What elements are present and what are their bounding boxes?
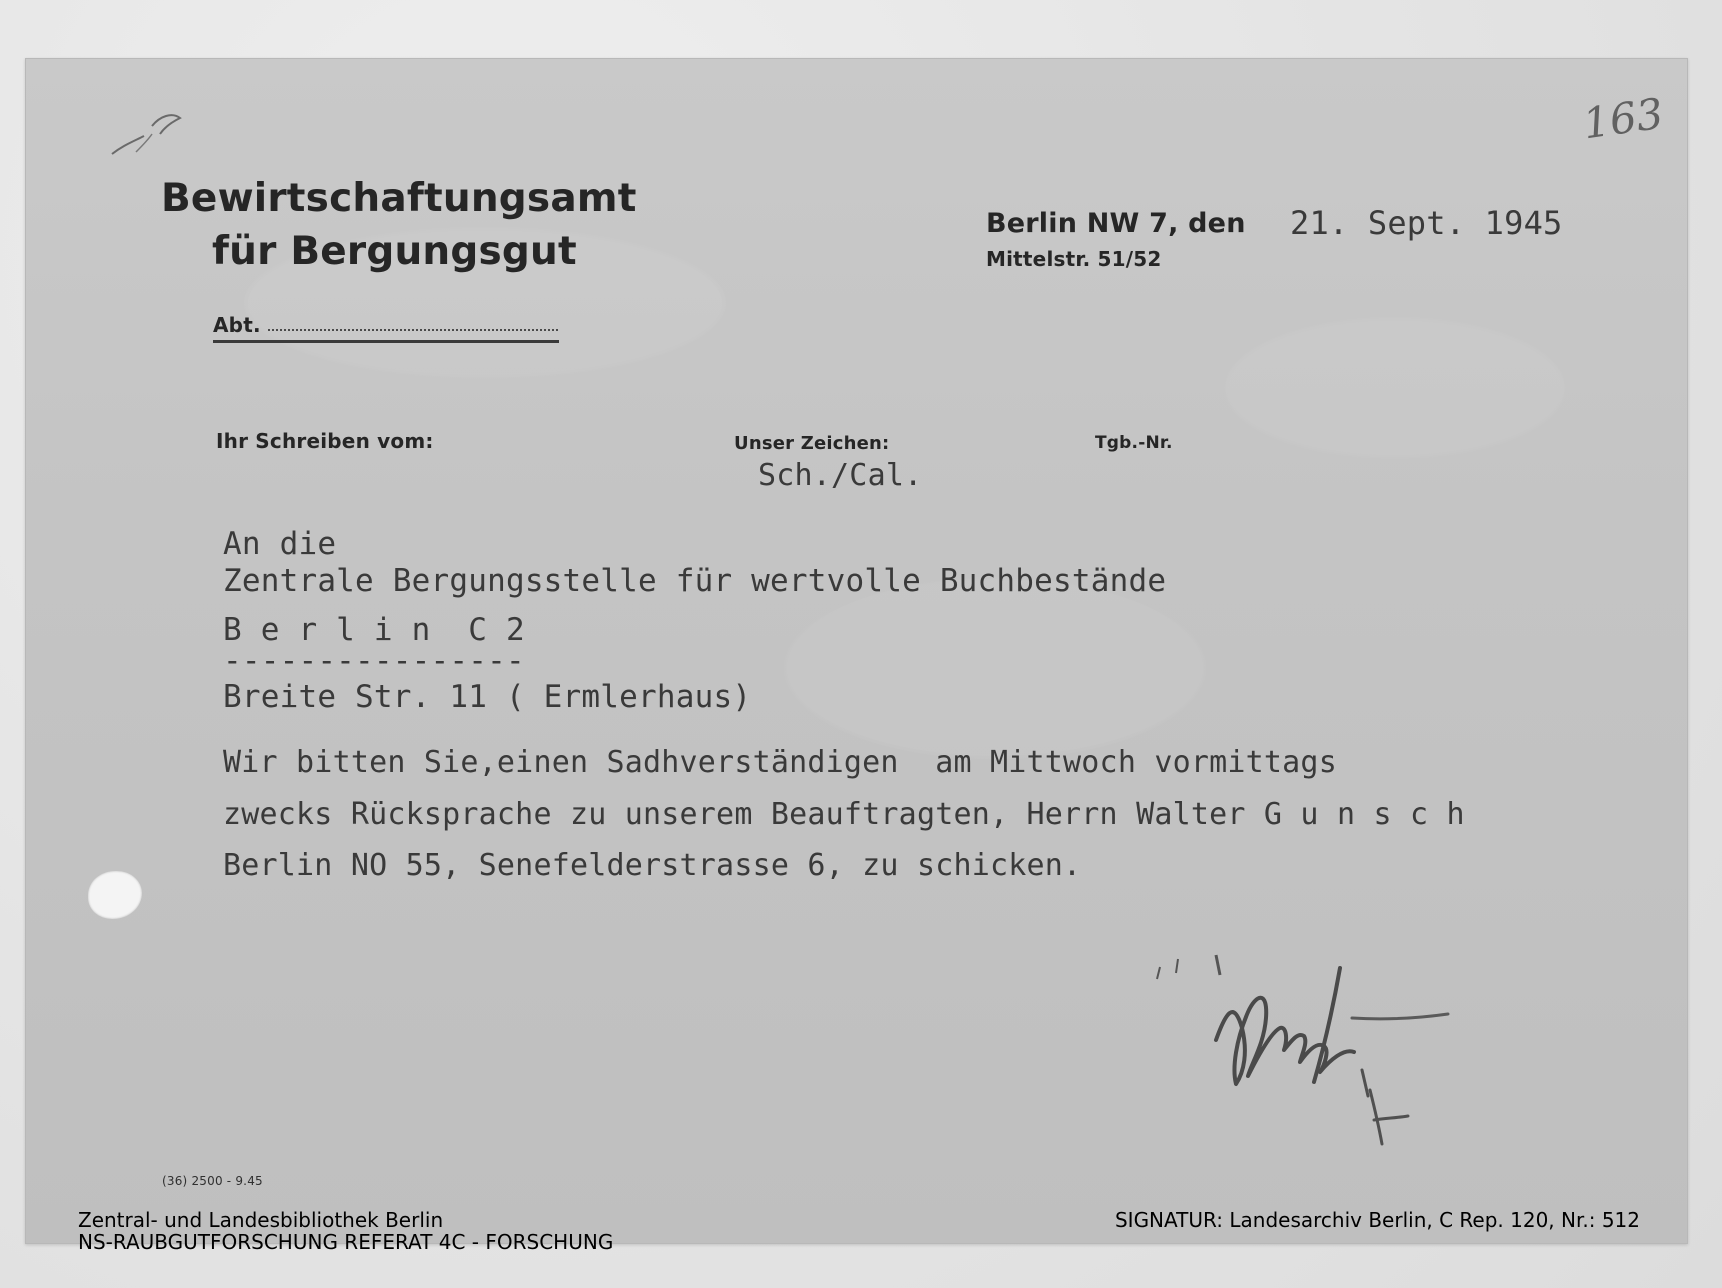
tgb-nr-label: Tgb.-Nr. <box>1095 433 1173 453</box>
place-label: Berlin NW 7, den <box>986 208 1246 239</box>
footer-right-line-1: SIGNATUR: Landesarchiv Berlin, C Rep. 120, Nr.: 512 <box>1114 1208 1640 1232</box>
unser-zeichen-label: Unser Zeichen: <box>734 433 890 454</box>
department-underline <box>213 340 559 343</box>
letterhead-line-2: für Bergungsgut <box>212 229 577 274</box>
recipient-street: Breite Str. 11 ( Ermlerhaus) <box>223 679 752 715</box>
letter-date: 21. Sept. 1945 <box>1290 204 1563 242</box>
body-line-1: Wir bitten Sie,einen Sadhverständigen am Mittwoch vormittags <box>223 745 1337 780</box>
page-number-mark: 163 <box>1579 88 1667 149</box>
recipient-line-2: Zentrale Bergungsstelle für wertvolle Buchbestände <box>223 563 1167 599</box>
footer-right <box>1115 1209 1640 1231</box>
paper-stain <box>1225 318 1565 458</box>
recipient-line-1: An die <box>223 526 337 562</box>
body-line-2: zwecks Rücksprache zu unserem Beauftragten, Herrn Walter G u n s c h <box>223 797 1465 832</box>
unser-zeichen-value: Sch./Cal. <box>758 458 923 493</box>
department-dotted-line <box>268 329 558 331</box>
department-label: Abt. <box>213 313 261 337</box>
corner-pencil-mark <box>102 92 192 170</box>
handwritten-signature <box>1208 958 1468 1168</box>
address-label: Mittelstr. 51/52 <box>986 247 1162 271</box>
body-line-3: Berlin NO 55, Senefelderstrasse 6, zu schicken. <box>223 848 1082 883</box>
recipient-city: B e r l i n C 2 <box>223 612 525 648</box>
footer-left-line-1: Zentral- und Landesbibliothek Berlin <box>78 1208 444 1232</box>
paper-stain <box>785 578 1205 758</box>
footer-left-line-2: NS-RAUBGUTFORSCHUNG REFERAT 4C - FORSCHUNG <box>78 1230 614 1254</box>
ihr-schreiben-label: Ihr Schreiben vom: <box>216 429 434 453</box>
print-code: (36) 2500 - 9.45 <box>162 1174 263 1188</box>
footer-left <box>78 1209 613 1253</box>
recipient-city-underline: ---------------- <box>223 643 525 679</box>
letterhead-line-1: Bewirtschaftungsamt <box>161 176 637 221</box>
